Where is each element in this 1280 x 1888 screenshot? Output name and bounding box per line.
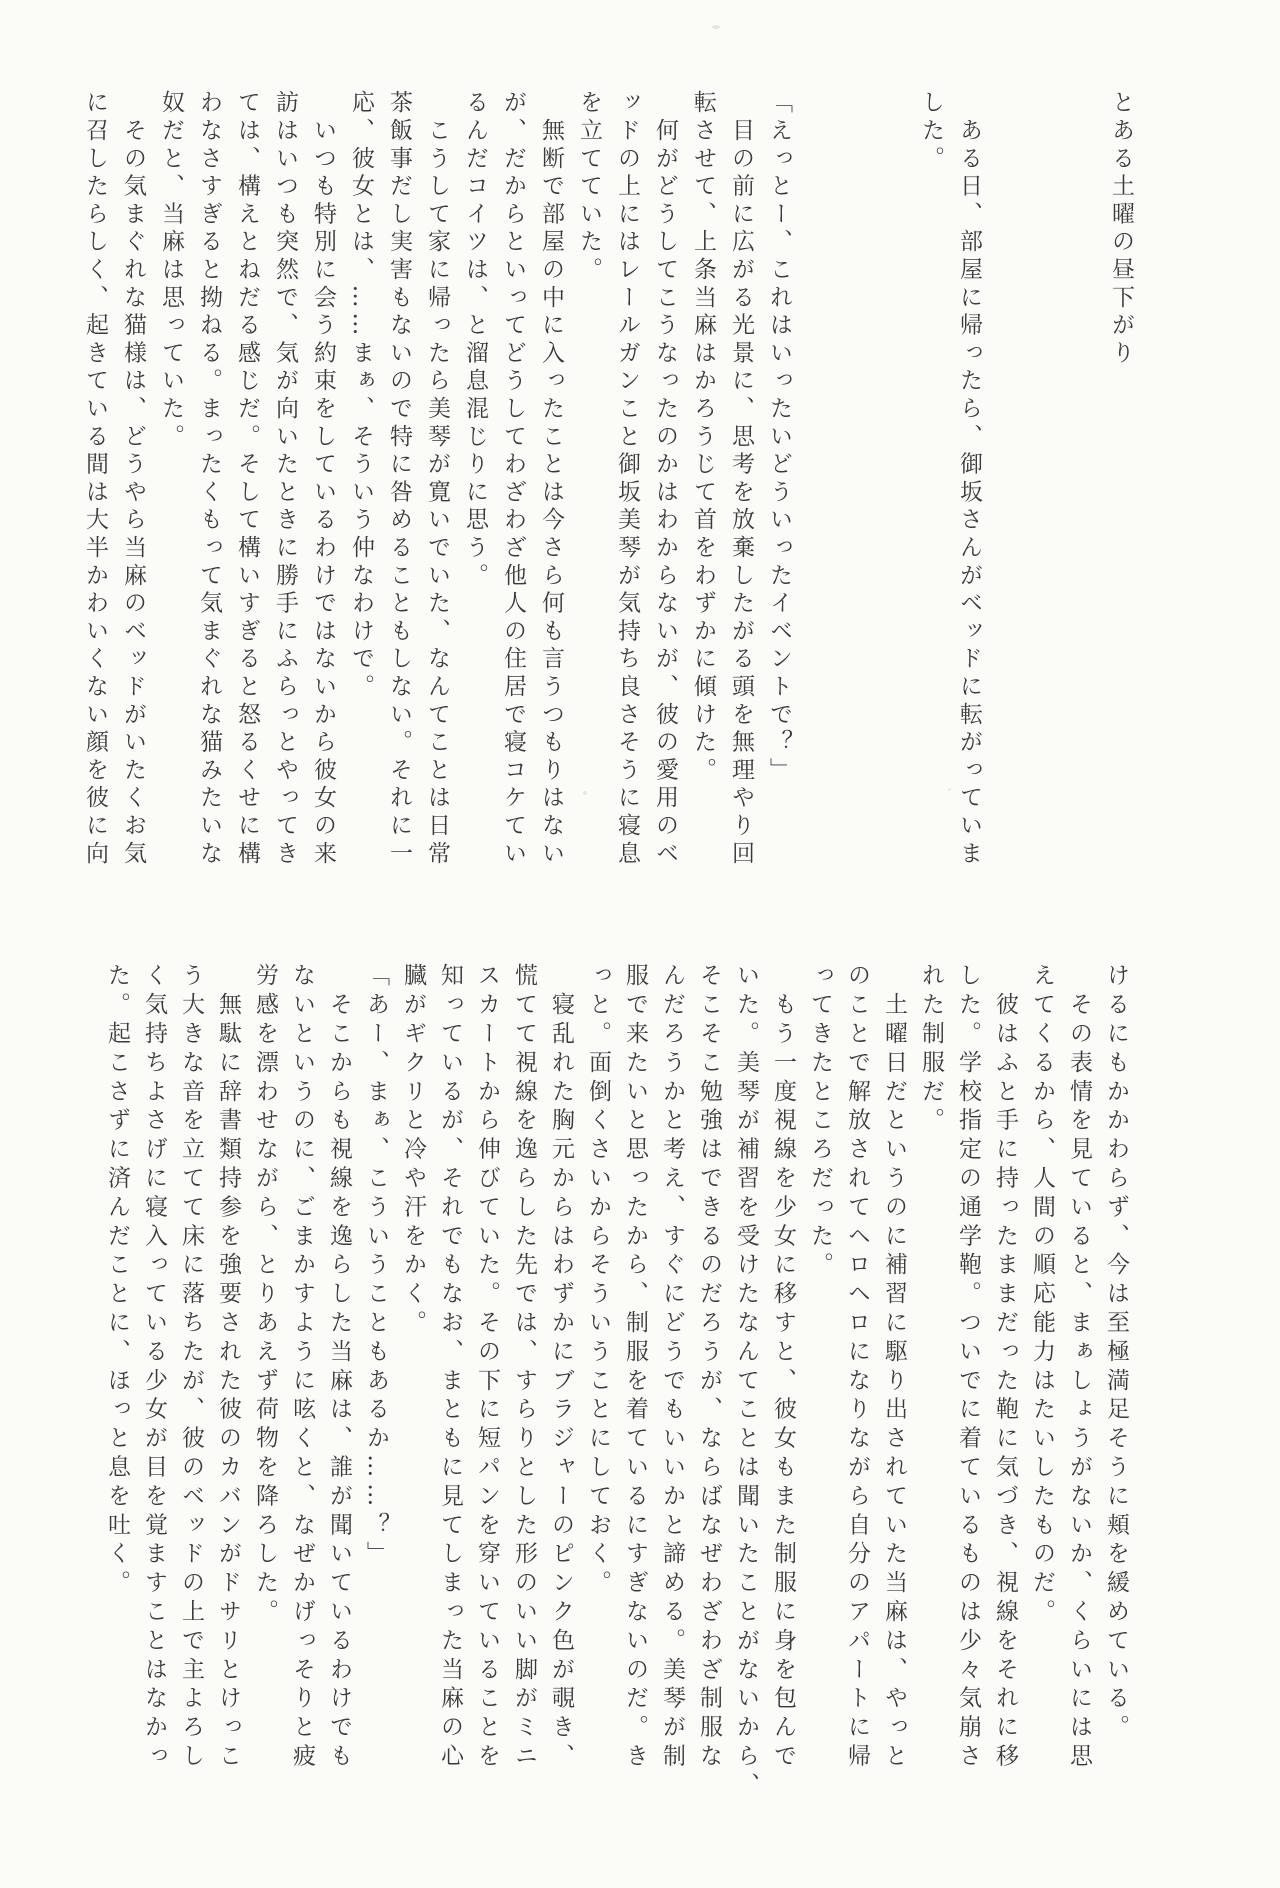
text-column: 労感を漂わせながら、とりあえず荷物を降ろした。	[252, 963, 278, 1628]
text-column: 訪はいつも突然で、気が向いたときに勝手にふらっとやってき	[272, 90, 298, 869]
upper-text-band	[76, 90, 1140, 870]
text-column: 知っているが、それでもなお、まともに見てしまった当麻の心	[437, 963, 463, 1773]
text-column: のことで解放されてヘロヘロになりながら自分のアパートに帰	[844, 963, 870, 1773]
text-column: んだろうかと考え、すぐにどうでもいいかと諦める。美琴が制	[659, 963, 685, 1773]
text-column: とある土曜の昼下がり	[1108, 90, 1134, 368]
column-gap	[988, 90, 1102, 870]
text-column: 彼はふと手に持ったままだった鞄に気づき、視線をそれに移	[992, 963, 1018, 1773]
text-column: 目の前に広がる光景に、思考を放棄したがる頭を無理やり回	[728, 90, 754, 869]
text-column: した。	[918, 90, 944, 174]
text-column: 「あー、まぁ、こういうこともあるか……？」	[363, 963, 389, 1570]
text-column: う大きな音を立てて床に落ちたが、彼のベッドの上で主よろし	[178, 963, 204, 1773]
text-column: 服で来たいと思ったから、制服を着ているにすぎないのだ。き	[622, 963, 648, 1773]
text-column: を立てていた。	[576, 90, 602, 285]
text-column: そこそこ勉強はできるのだろうが、ならばなぜわざわざ制服な	[696, 963, 722, 1773]
text-column: ては、構えとねだる感じだ。そして構いすぎると怒るくせに構	[234, 90, 260, 869]
text-column: えてくるから、人間の順応能力はたいしたものだ。	[1029, 963, 1055, 1628]
text-column: 臓がギクリと冷や汗をかく。	[400, 963, 426, 1339]
text-column: 寝乱れた胸元からはわずかにブラジャーのピンク色が覗き、	[548, 963, 574, 1773]
text-column: るんだコイツは、と溜息混じりに思う。	[462, 90, 488, 591]
text-column: に召したらしく、起きている間は大半かわいくない顔を彼に向	[82, 90, 108, 869]
text-column: っと。面倒くさいからそういうことにしておく。	[585, 963, 611, 1599]
text-column: いた。美琴が補習を受けたなんてことは聞いたことがないから、	[733, 963, 759, 1802]
text-column: ってきたところだった。	[807, 963, 833, 1281]
text-column: ある日、部屋に帰ったら、御坂さんがベッドに転がっていま	[956, 90, 982, 869]
text-column: 土曜日だというのに補習に駆り出されていた当麻は、やっと	[881, 963, 907, 1773]
text-column: く気持ちよさげに寝入っている少女が目を覚ますことはなかっ	[141, 963, 167, 1773]
text-column: た。起こさずに済んだことに、ほっと息を吐く。	[104, 963, 130, 1599]
text-column: れた制服だ。	[918, 963, 944, 1137]
text-column: 無断で部屋の中に入ったことは今さら何も言うつもりはない	[538, 90, 564, 869]
text-column: スカートから伸びていた。その下に短パンを穿いていることを	[474, 963, 500, 1773]
column-gap	[798, 90, 912, 870]
scan-speck	[712, 25, 720, 29]
text-column: した。学校指定の通学鞄。ついでに着ているものは少々気崩さ	[955, 963, 981, 1773]
text-column: 応、彼女とは、……まぁ、そういう仲なわけで。	[348, 90, 374, 702]
text-column: その表情を見ていると、まぁしょうがないか、くらいには思	[1066, 963, 1092, 1773]
text-column: 慌てて視線を逸らした先では、すらりとした形のいい脚がミニ	[511, 963, 537, 1773]
text-column: わなさすぎると拗ねる。まったくもって気まぐれな猫みたいな	[196, 90, 222, 869]
text-column: ッドの上にはレールガンこと御坂美琴が気持ち良さそうに寝息	[614, 90, 640, 869]
text-column: が、だからといってどうしてわざわざ他人の住居で寝コケてい	[500, 90, 526, 869]
text-column: 「えっとー、これはいったいどういったイベントで？」	[766, 90, 792, 785]
scan-speck	[948, 788, 951, 791]
lower-text-band	[98, 963, 1134, 1802]
text-column: こうして家に帰ったら美琴が寛いでいた、なんてことは日常	[424, 90, 450, 869]
text-column: 何がどうしてこうなったのかはわからないが、彼の愛用のベ	[652, 90, 678, 869]
text-column: けるにもかかわらず、今は至極満足そうに頬を緩めている。	[1103, 963, 1129, 1744]
scan-speck	[583, 791, 587, 795]
text-column: ないというのに、ごまかすように呟くと、なぜかげっそりと疲	[289, 963, 315, 1773]
text-column: 奴だと、当麻は思っていた。	[158, 90, 184, 452]
text-column: もう一度視線を少女に移すと、彼女もまた制服に身を包んで	[770, 963, 796, 1773]
text-column: そこからも視線を逸らした当麻は、誰が聞いているわけでも	[326, 963, 352, 1773]
text-column: 転させて、上条当麻はかろうじて首をわずかに傾けた。	[690, 90, 716, 785]
text-column: 茶飯事だし実害もないので特に咎めることもしない。それに一	[386, 90, 412, 869]
text-column: いつも特別に会う約束をしているわけではないから彼女の来	[310, 90, 336, 869]
text-column: その気まぐれな猫様は、どうやら当麻のベッドがいたくお気	[120, 90, 146, 869]
text-column: 無駄に辞書類持参を強要された彼のカバンがドサリとけっこ	[215, 963, 241, 1773]
